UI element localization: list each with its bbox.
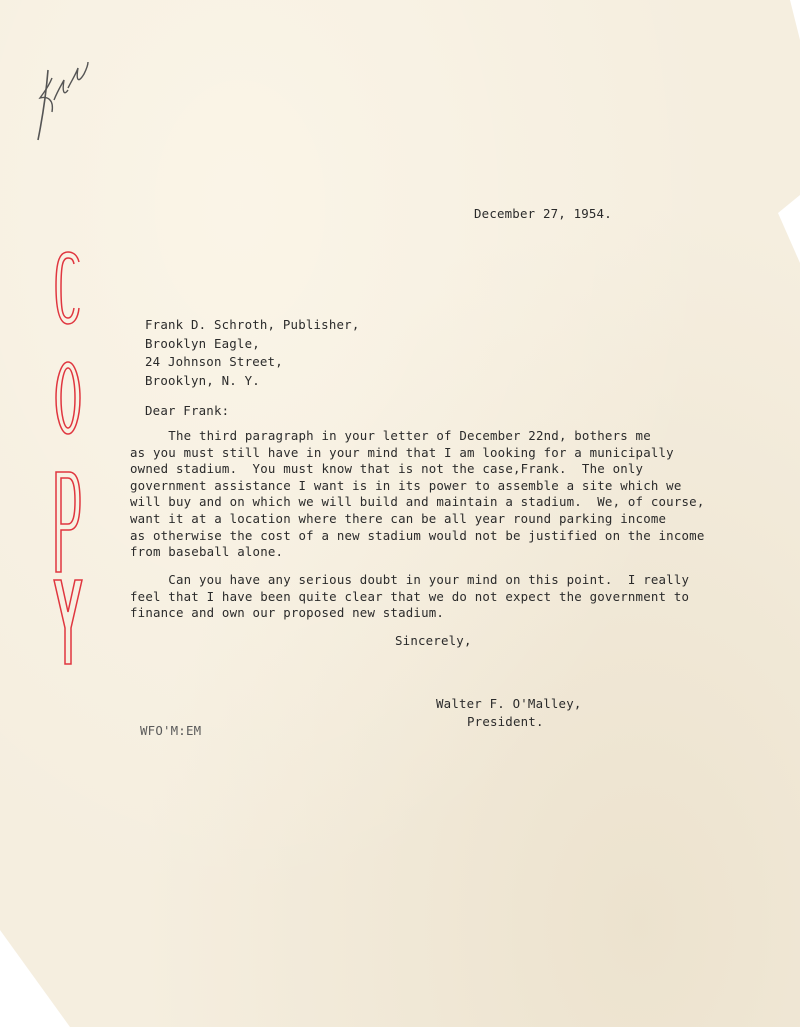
recipient-line: Brooklyn, N. Y. bbox=[145, 372, 260, 388]
handwritten-annotation bbox=[18, 40, 98, 150]
body-line: finance and own our proposed new stadium. bbox=[130, 605, 445, 621]
body-line: from baseball alone. bbox=[130, 544, 284, 560]
body-line: owned stadium. You must know that is not the case,Frank. The only bbox=[130, 461, 644, 477]
body-line: will buy and on which we will build and maintain a stadium. We, of course, bbox=[130, 494, 705, 510]
body-line: want it at a location where there can be all year round parking income bbox=[130, 510, 667, 526]
body-paragraph bbox=[130, 572, 689, 622]
salutation: Dear Frank: bbox=[145, 403, 230, 418]
body-line: The third paragraph in your letter of December 22nd, bothers me bbox=[130, 428, 651, 443]
body-line: as otherwise the cost of a new stadium would not be justified on the income bbox=[130, 527, 705, 543]
recipient-line: Frank D. Schroth, Publisher, bbox=[145, 317, 360, 332]
body-line: as you must still have in your mind that I am looking for a municipally bbox=[130, 444, 674, 460]
reference-initials: WFO'M:EM bbox=[140, 723, 202, 738]
signature-title: President. bbox=[467, 713, 544, 729]
body-paragraph bbox=[130, 428, 704, 561]
recipient-address bbox=[145, 316, 359, 390]
signature-block bbox=[436, 695, 582, 730]
letter-date: December 27, 1954. bbox=[474, 206, 612, 221]
body-line: government assistance I want is in its power to assemble a site which we bbox=[130, 477, 682, 493]
body-line: feel that I have been quite clear that we do not expect the government to bbox=[130, 588, 690, 604]
recipient-line: Brooklyn Eagle, bbox=[145, 335, 260, 351]
worn-corner-top-right bbox=[790, 0, 800, 40]
closing: Sincerely, bbox=[395, 633, 472, 648]
recipient-line: 24 Johnson Street, bbox=[145, 354, 283, 369]
copy-stamp bbox=[52, 250, 84, 670]
body-line: Can you have any serious doubt in your mind on this point. I really bbox=[130, 572, 690, 587]
folded-corner-bottom-left bbox=[0, 930, 70, 1027]
torn-edge-right bbox=[778, 195, 800, 263]
signature-name: Walter F. O'Malley, bbox=[436, 696, 582, 711]
